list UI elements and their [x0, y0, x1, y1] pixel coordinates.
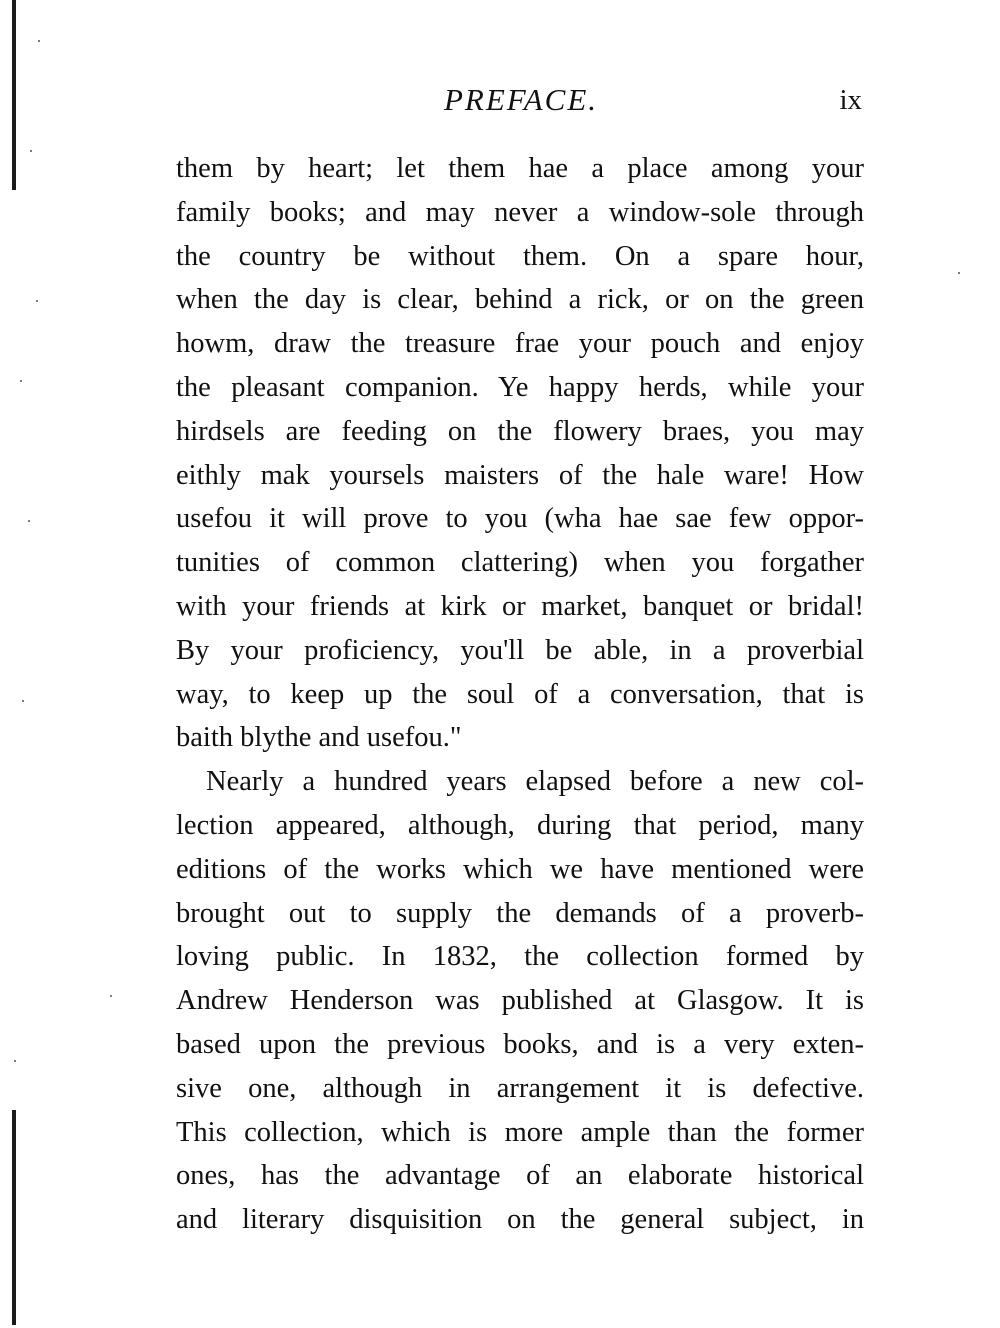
text-line: howm, draw the treasure frae your pouch and enjoy	[176, 328, 864, 360]
text-line: when the day is clear, behind a rick, or on the green	[176, 284, 864, 316]
text-line: based upon the previous books, and is a very exten-	[176, 1028, 864, 1060]
text-line: with your friends at kirk or market, banquet or bridal!	[176, 590, 864, 622]
text-line: loving public. In 1832, the collection formed by	[176, 941, 864, 973]
scan-speck	[30, 150, 32, 152]
text-line: sive one, although in arrangement it is defective.	[176, 1072, 864, 1104]
scan-speck	[958, 272, 960, 274]
text-line: eithly mak yoursels maisters of the hale ware! How	[176, 459, 864, 491]
text-line: tunities of common clattering) when you forgather	[176, 547, 864, 579]
text-line: baith blythe and usefou."	[176, 722, 462, 754]
text-line: and literary disquisition on the general subject, in	[176, 1204, 864, 1236]
text-line: the country be without them. On a spare hour,	[176, 240, 864, 272]
paragraph	[176, 147, 864, 760]
binding-edge-top	[12, 0, 16, 190]
text-line: the pleasant companion. Ye happy herds, while your	[176, 371, 864, 403]
text-line: editions of the works which we have mentioned were	[176, 853, 864, 885]
text-line: lection appeared, although, during that period, many	[176, 809, 864, 841]
scan-speck	[20, 380, 22, 382]
text-line: way, to keep up the soul of a conversation, that is	[176, 678, 864, 710]
text-line: ones, has the advantage of an elaborate historical	[176, 1160, 864, 1192]
text-line: family books; and may never a window-sole through	[176, 196, 864, 228]
binding-edge-bottom	[12, 1110, 16, 1325]
paragraph	[176, 760, 864, 1242]
text-line: them by heart; let them hae a place among your	[176, 153, 864, 184]
text-line: Andrew Henderson was published at Glasgow. It is	[176, 985, 864, 1017]
body-text	[176, 147, 864, 1242]
scan-speck	[14, 1060, 16, 1062]
text-line: hirdsels are feeding on the flowery braes, you may	[176, 415, 864, 447]
text-line: This collection, which is more ample than the former	[176, 1116, 864, 1148]
scan-speck	[36, 300, 38, 302]
text-line: brought out to supply the demands of a proverb-	[176, 897, 864, 929]
text-line: By your proficiency, you'll be able, in a proverbial	[176, 634, 864, 666]
scan-speck	[28, 520, 30, 522]
page-number: ix	[839, 84, 862, 116]
running-title: PREFACE.	[443, 82, 599, 117]
scan-speck	[38, 40, 40, 42]
text-line: Nearly a hundred years elapsed before a new col-	[206, 766, 864, 798]
scan-speck	[22, 700, 24, 702]
text-line: usefou it will prove to you (wha hae sae few oppor-	[176, 503, 864, 535]
page-header	[178, 80, 864, 126]
scan-speck	[110, 995, 112, 997]
